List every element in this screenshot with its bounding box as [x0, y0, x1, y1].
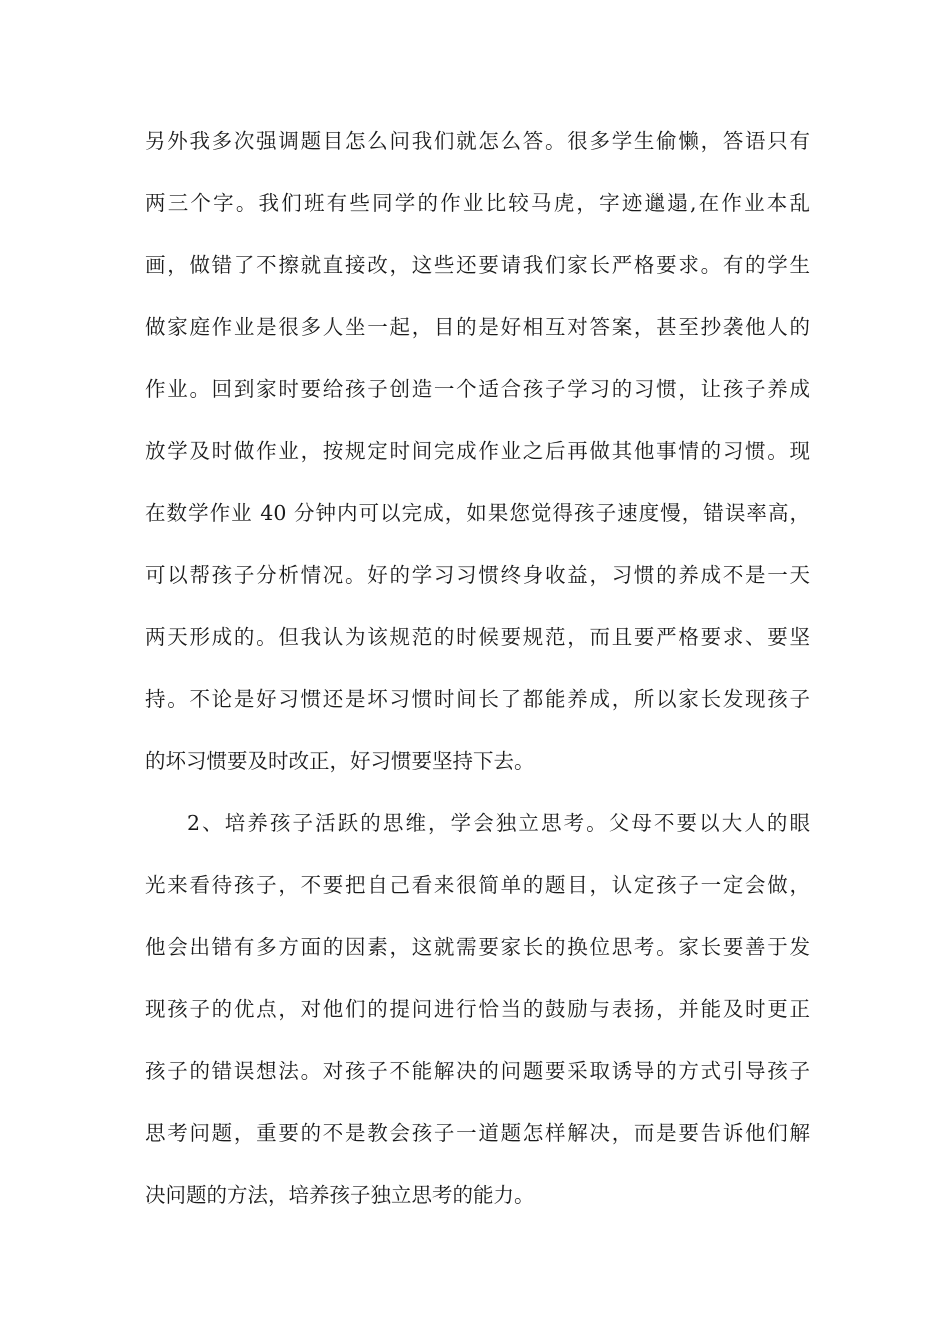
paragraph-1-line-11: 的坏习惯要及时改正，好习惯要坚持下去。	[145, 749, 535, 773]
paragraph-2-line-4: 现孩子的优点，对他们的提问进行恰当的鼓励与表扬，并能及时更正	[145, 997, 810, 1021]
paragraph-1-line-6: 放学及时做作业，按规定时间完成作业之后再做其他事情的习惯。现	[145, 439, 810, 463]
paragraph-2-line-3: 他会出错有多方面的因素，这就需要家长的换位思考。家长要善于发	[145, 935, 810, 959]
paragraph-2-line-5: 孩子的错误想法。对孩子不能解决的问题要采取诱导的方式引导孩子	[145, 1059, 810, 1083]
paragraph-1-line-1: 另外我多次强调题目怎么问我们就怎么答。很多学生偷懒，答语只有	[145, 129, 810, 153]
paragraph-1-line-8: 可以帮孩子分析情况。好的学习习惯终身收益，习惯的养成不是一天	[145, 563, 810, 587]
paragraph-2-line-7: 决问题的方法，培养孩子独立思考的能力。	[145, 1183, 535, 1207]
paragraph-1-line-2: 两三个字。我们班有些同学的作业比较马虎，字迹邋遢,在作业本乱	[145, 191, 810, 215]
paragraph-1-line-10: 持。不论是好习惯还是坏习惯时间长了都能养成，所以家长发现孩子	[145, 687, 810, 711]
paragraph-2-line-1: 2、培养孩子活跃的思维，学会独立思考。父母不要以大人的眼	[187, 811, 810, 835]
paragraph-1-line-9: 两天形成的。但我认为该规范的时候要规范，而且要严格要求、要坚	[145, 625, 810, 649]
paragraph-2-line-2: 光来看待孩子，不要把自己看来很简单的题目，认定孩子一定会做，	[145, 873, 810, 897]
paragraph-2-line-6: 思考问题，重要的不是教会孩子一道题怎样解决，而是要告诉他们解	[145, 1121, 810, 1145]
paragraph-1-line-5: 作业。回到家时要给孩子创造一个适合孩子学习的习惯，让孩子养成	[145, 377, 810, 401]
paragraph-1-line-7: 在数学作业 40 分钟内可以完成，如果您觉得孩子速度慢，错误率高，	[145, 501, 810, 525]
paragraph-1-line-4: 做家庭作业是很多人坐一起，目的是好相互对答案，甚至抄袭他人的	[145, 315, 810, 339]
document-body	[145, 120, 810, 1236]
paragraph-1-line-3: 画，做错了不擦就直接改，这些还要请我们家长严格要求。有的学生	[145, 253, 810, 277]
